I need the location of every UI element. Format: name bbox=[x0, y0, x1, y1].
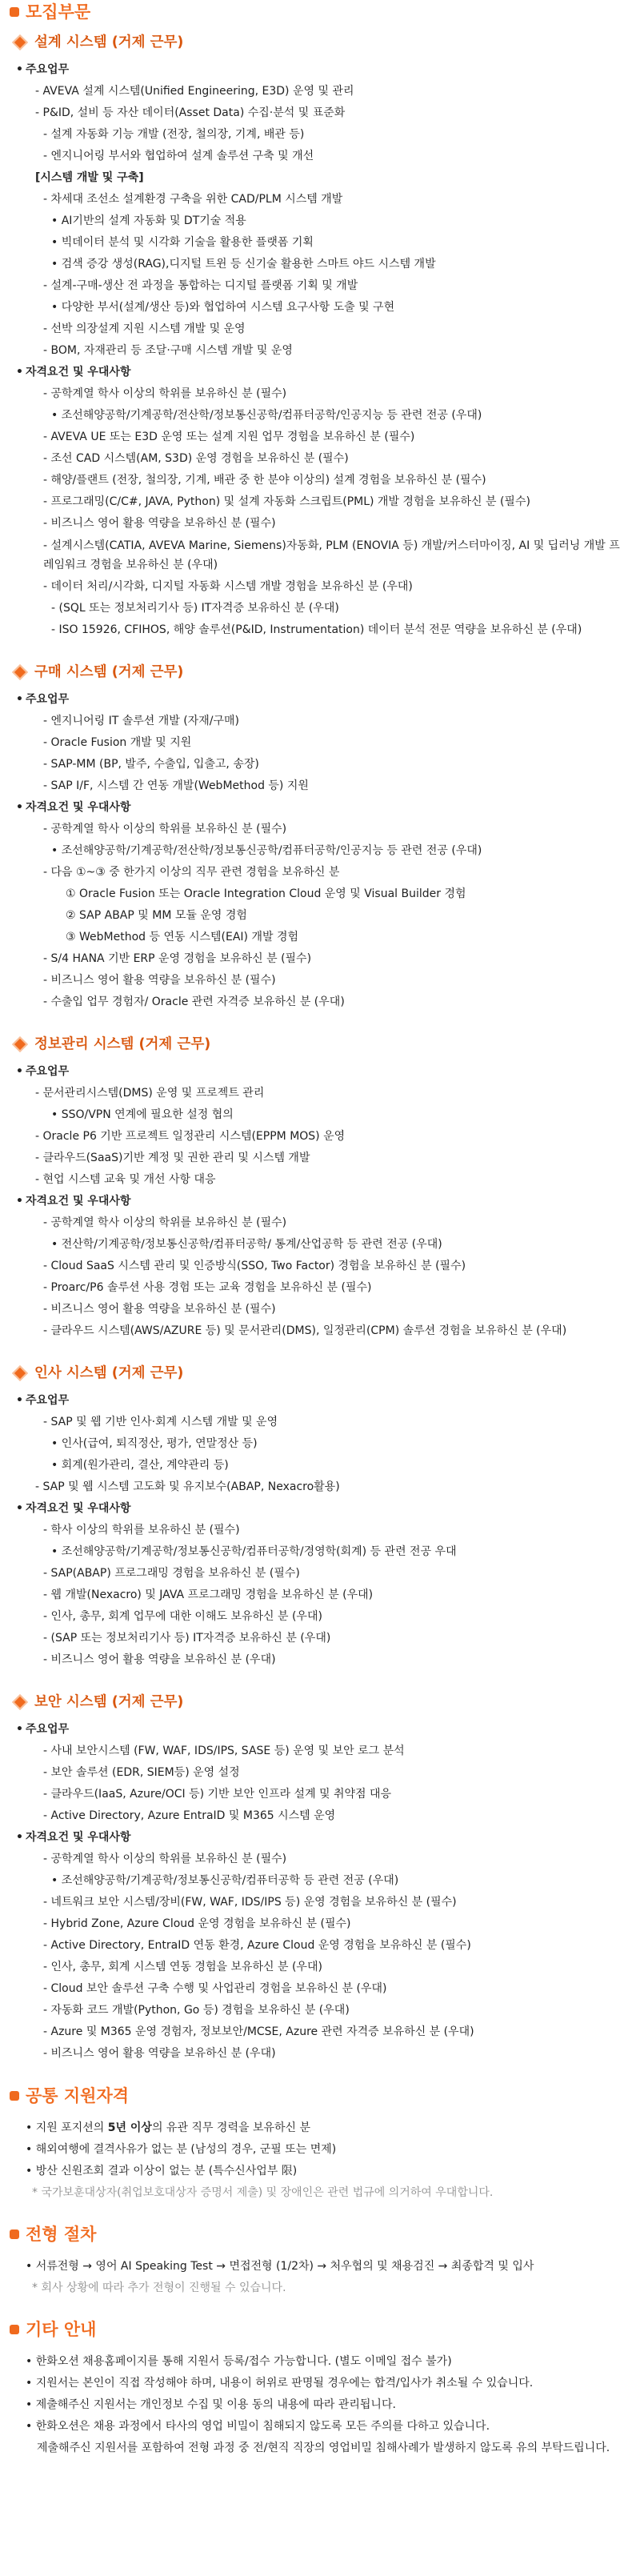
list-item: - 비즈니스 영어 활용 역량을 보유하신 분 (필수) bbox=[43, 974, 276, 987]
subsection-heading-text: 주요업무 bbox=[26, 693, 70, 706]
subsection-heading-text: 자격요건 및 우대사항 bbox=[26, 1195, 131, 1208]
list-item: • 다양한 부서(설계/생산 등)와 협업하여 시스템 요구사항 도출 및 구현 bbox=[51, 301, 395, 314]
etc-item: • 제출해주신 지원서는 개인정보 수집 및 이용 동의 내용에 따라 관리됩니다. bbox=[26, 2398, 396, 2411]
subsection-heading-text: 자격요건 및 우대사항 bbox=[26, 801, 131, 814]
list-item: - Hybrid Zone, Azure Cloud 운영 경험을 보유하신 분 (필수) bbox=[43, 1917, 351, 1930]
list-item: - 설계 자동화 기능 개발 (전장, 철의장, 기계, 배관 등) bbox=[43, 128, 305, 141]
orange-diamond-icon bbox=[12, 34, 28, 50]
subsection-heading bbox=[10, 1827, 626, 1849]
bullet-icon: • bbox=[16, 693, 23, 706]
position-title: 인사 시스템 (거제 근무) bbox=[34, 1365, 184, 1381]
section-header-etc bbox=[10, 2319, 626, 2340]
list-item: - SAP 및 웹 시스템 고도화 및 유지보수(ABAP, Nexacro활용) bbox=[35, 1480, 340, 1493]
section-title: 공통 지원자격 bbox=[26, 2086, 130, 2105]
list-item: - Azure 및 M365 운영 경험자, 정보보안/MCSE, Azure 관련 자격증 보유하신 분 (우대) bbox=[43, 2025, 474, 2038]
positions-list bbox=[10, 34, 626, 2065]
subsection-heading-text: 주요업무 bbox=[26, 63, 70, 76]
bullet-icon: • bbox=[16, 801, 23, 814]
orange-diamond-icon bbox=[12, 664, 28, 680]
list-item: - 학사 이상의 학위를 보유하신 분 (필수) bbox=[43, 1524, 240, 1536]
list-item: - Cloud SaaS 시스템 관리 및 인증방식(SSO, Two Factor) 경험을 보유하신 분 (필수) bbox=[43, 1260, 466, 1272]
subsection-heading bbox=[10, 1191, 626, 1212]
list-item: • 인사(급여, 퇴직정산, 평가, 연말정산 등) bbox=[51, 1437, 258, 1450]
orange-diamond-icon bbox=[12, 1365, 28, 1381]
common-qualification-item: • 방산 신원조회 결과 이상이 없는 분 (특수신사업부 限) bbox=[26, 2165, 298, 2177]
list-item: - 공학계열 학사 이상의 학위를 보유하신 분 (필수) bbox=[43, 387, 287, 400]
list-item: - 차세대 조선소 설계환경 구축을 위한 CAD/PLM 시스템 개발 bbox=[43, 193, 343, 206]
list-item: - 비즈니스 영어 활용 역량을 보유하신 분 (우대) bbox=[43, 2047, 276, 2060]
orange-square-icon bbox=[10, 2229, 19, 2239]
list-item: - 클라우드 시스템(AWS/AZURE 등) 및 문서관리(DMS), 일정관리(CPM) 솔루션 경험을 보유하신 분 (우대) bbox=[43, 1324, 567, 1337]
list-item: - SAP I/F, 시스템 간 연동 개발(WebMethod 등) 지원 bbox=[43, 779, 309, 792]
orange-square-icon bbox=[10, 7, 19, 17]
orange-diamond-icon bbox=[12, 1694, 28, 1710]
etc-item: 제출해주신 지원서를 포함하여 전형 과정 중 전/현직 직장의 영업비밀 침해사례가 발생하지 않도록 유의 부탁드립니다. bbox=[37, 2442, 610, 2454]
position-header bbox=[11, 663, 626, 681]
list-item: • 전산학/기계공학/정보통신공학/컴퓨터공학/ 통계/산업공학 등 관련 전공 (우대) bbox=[51, 1238, 442, 1251]
list-item: - AVEVA UE 또는 E3D 운영 또는 설계 지원 업무 경험을 보유하신 분 (필수) bbox=[43, 431, 415, 443]
list-item: - 사내 보안시스템 (FW, WAF, IDS/IPS, SASE 등) 운영 및 보안 로그 분석 bbox=[43, 1745, 405, 1757]
list-item: - 엔지니어링 부서와 협업하여 설계 솔루션 구축 및 개선 bbox=[43, 150, 314, 162]
list-item: - 다음 ①~③ 중 한가지 이상의 직무 관련 경험을 보유하신 분 bbox=[43, 866, 340, 879]
list-item: • 조선해양공학/기계공학/정보통신공학/컴퓨터공학 등 관련 전공 (우대) bbox=[51, 1874, 399, 1887]
subsection-heading-text: 주요업무 bbox=[26, 1394, 70, 1407]
subsection-heading bbox=[10, 1498, 626, 1520]
position-header bbox=[11, 34, 626, 51]
process-note: * 회사 상황에 따라 추가 전형이 진행될 수 있습니다. bbox=[32, 2282, 286, 2294]
list-item: - P&ID, 설비 등 자산 데이터(Asset Data) 수집·분석 및 표준화 bbox=[35, 106, 346, 119]
list-item: - SAP 및 웹 기반 인사·회계 시스템 개발 및 운영 bbox=[43, 1416, 278, 1428]
list-item: - 네트워크 보안 시스템/장비(FW, WAF, IDS/IPS 등) 운영 경험을 보유하신 분 (필수) bbox=[43, 1896, 457, 1909]
list-item: • 조선해양공학/기계공학/전산학/정보통신공학/컴퓨터공학/인공지능 등 관련 전공 (우대) bbox=[51, 844, 482, 857]
bullet-icon: • bbox=[16, 1065, 23, 1078]
position-title: 보안 시스템 (거제 근무) bbox=[34, 1694, 184, 1710]
bullet-icon: • bbox=[16, 366, 23, 379]
list-item: - S/4 HANA 기반 ERP 운영 경험을 보유하신 분 (필수) bbox=[43, 952, 312, 965]
bullet-icon: • bbox=[16, 1502, 23, 1515]
list-item: - 공학계열 학사 이상의 학위를 보유하신 분 (필수) bbox=[43, 823, 287, 835]
position-header bbox=[11, 1364, 626, 1382]
subsection-heading bbox=[10, 59, 626, 81]
list-item: - 클라우드(SaaS)기반 계정 및 권한 관리 및 시스템 개발 bbox=[35, 1152, 310, 1164]
list-item: - 인사, 총무, 회계 업무에 대한 이해도 보유하신 분 (우대) bbox=[43, 1610, 322, 1623]
bullet-icon: • bbox=[16, 63, 23, 76]
bullet-icon: • bbox=[16, 1831, 23, 1844]
list-item: - 해양/플랜트 (전장, 철의장, 기계, 배관 중 한 분야 이상의) 설계 경험을 보유하신 분 (필수) bbox=[43, 474, 486, 487]
subsection-heading-text: 자격요건 및 우대사항 bbox=[26, 366, 131, 379]
orange-square-icon bbox=[10, 2325, 19, 2334]
section-title: 기타 안내 bbox=[26, 2320, 97, 2339]
list-item: - ISO 15926, CFIHOS, 해양 솔루션(P&ID, Instrumentation) 데이터 분석 전문 역량을 보유하신 분 (우대) bbox=[51, 623, 582, 636]
orange-square-icon bbox=[10, 2091, 19, 2101]
list-item: ② SAP ABAP 및 MM 모듈 운영 경험 bbox=[66, 909, 247, 922]
subsection-heading bbox=[10, 1390, 626, 1412]
list-item: - 설계-구매-생산 전 과정을 통합하는 디지털 플랫폼 기획 및 개발 bbox=[43, 279, 358, 292]
section-header-process bbox=[10, 2224, 626, 2245]
list-item: • AI기반의 설계 자동화 및 DT기술 적용 bbox=[51, 214, 246, 227]
bullet-icon: • bbox=[16, 1723, 23, 1736]
section-header-recruit bbox=[10, 2, 626, 22]
list-item: - 공학계열 학사 이상의 학위를 보유하신 분 (필수) bbox=[43, 1216, 287, 1229]
common-qualification-item: • 해외여행에 결격사유가 없는 분 (남성의 경우, 군필 또는 면제) bbox=[26, 2143, 337, 2156]
list-item: - (SAP 또는 정보처리기사 등) IT자격증 보유하신 분 (우대) bbox=[43, 1632, 331, 1645]
bullet-icon: • bbox=[16, 1195, 23, 1208]
common-note: * 국가보훈대상자(취업보호대상자 증명서 제출) 및 장애인은 관련 법규에 의거하여 우대합니다. bbox=[32, 2186, 494, 2199]
list-item: - 비즈니스 영어 활용 역량을 보유하신 분 (필수) bbox=[43, 517, 276, 530]
list-item: • 빅데이터 분석 및 시각화 기술을 활용한 플랫폼 기획 bbox=[51, 236, 314, 249]
list-item: - 인사, 총무, 회계 시스템 연동 경험을 보유하신 분 (우대) bbox=[43, 1961, 322, 1973]
list-item: • 조선해양공학/기계공학/전산학/정보통신공학/컴퓨터공학/인공지능 등 관련 전공 (우대) bbox=[51, 409, 482, 422]
list-item: - 현업 시스템 교육 및 개선 사항 대응 bbox=[35, 1173, 216, 1186]
list-item: - 웹 개발(Nexacro) 및 JAVA 프로그래밍 경험을 보유하신 분 (우대) bbox=[43, 1588, 374, 1601]
list-item: - Oracle P6 기반 프로젝트 일정관리 시스템(EPPM MOS) 운영 bbox=[35, 1130, 346, 1143]
section-title: 모집부문 bbox=[26, 2, 91, 22]
list-item: - 엔지니어링 IT 솔루션 개발 (자재/구매) bbox=[43, 715, 239, 727]
list-item: - 공학계열 학사 이상의 학위를 보유하신 분 (필수) bbox=[43, 1853, 287, 1865]
list-item: - Active Directory, EntraID 연동 환경, Azure Cloud 운영 경험을 보유하신 분 (필수) bbox=[43, 1939, 471, 1952]
list-item: • SSO/VPN 연계에 필요한 설정 협의 bbox=[51, 1108, 234, 1121]
subsection-heading bbox=[10, 797, 626, 819]
list-item: - 수출입 업무 경험자/ Oracle 관련 자격증 보유하신 분 (우대) bbox=[43, 996, 345, 1008]
list-item: - 비즈니스 영어 활용 역량을 보유하신 분 (우대) bbox=[43, 1653, 276, 1666]
list-item: - (SQL 또는 정보처리기사 등) IT자격증 보유하신 분 (우대) bbox=[51, 602, 339, 615]
emphasis-text: 5년 이상 bbox=[107, 2121, 152, 2134]
subsection-heading bbox=[10, 362, 626, 383]
position-title: 정보관리 시스템 (거제 근무) bbox=[34, 1036, 211, 1052]
subsection-heading-text: 주요업무 bbox=[26, 1723, 70, 1736]
position-title: 구매 시스템 (거제 근무) bbox=[34, 664, 184, 680]
list-item: - BOM, 자재관리 등 조달·구매 시스템 개발 및 운영 bbox=[43, 344, 293, 357]
section-header-common bbox=[10, 2085, 626, 2106]
list-item: • 조선해양공학/기계공학/정보통신공학/컴퓨터공학/경영학(회계) 등 관련 전공 우대 bbox=[51, 1545, 457, 1558]
list-item: - 자동화 코드 개발(Python, Go 등) 경험을 보유하신 분 (우대) bbox=[43, 2004, 350, 2017]
list-item: - 문서관리시스템(DMS) 운영 및 프로젝트 관리 bbox=[35, 1087, 265, 1100]
list-item: - 클라우드(IaaS, Azure/OCI 등) 기반 보안 인프라 설계 및 취약점 대응 bbox=[43, 1788, 392, 1801]
list-item: - SAP(ABAP) 프로그래밍 경험을 보유하신 분 (필수) bbox=[43, 1567, 300, 1580]
list-item: - 보안 솔루션 (EDR, SIEM등) 운영 설정 bbox=[43, 1766, 240, 1779]
subsection-heading-text: 자격요건 및 우대사항 bbox=[26, 1502, 131, 1515]
bullet-icon: • bbox=[16, 1394, 23, 1407]
subsection-heading bbox=[10, 1061, 626, 1083]
subsection-heading-text: 주요업무 bbox=[26, 1065, 70, 1078]
etc-item: • 지원서는 본인이 직접 작성해야 하며, 내용이 허위로 판명될 경우에는 합격/입사가 취소될 수 있습니다. bbox=[26, 2377, 534, 2390]
etc-item: • 한화오션 채용홈페이지를 통해 지원서 등록/접수 가능합니다. (별도 이메일 접수 불가) bbox=[26, 2355, 452, 2368]
process-steps: • 서류전형 → 영어 AI Speaking Test → 면접전형 (1/2차) → 처우협의 및 채용검진 → 최종합격 및 입사 bbox=[26, 2260, 534, 2273]
list-item: • 회계(원가관리, 결산, 계약관리 등) bbox=[51, 1459, 229, 1472]
position-header bbox=[11, 1036, 626, 1053]
orange-diamond-icon bbox=[12, 1036, 28, 1052]
list-item: - Oracle Fusion 개발 및 지원 bbox=[43, 736, 192, 749]
list-item: - 조선 CAD 시스템(AM, S3D) 운영 경험을 보유하신 분 (필수) bbox=[43, 452, 349, 465]
list-item: - Proarc/P6 솔루션 사용 경험 또는 교육 경험을 보유하신 분 (필수) bbox=[43, 1281, 372, 1294]
list-item: - 데이터 처리/시각화, 디지털 자동화 시스템 개발 경험을 보유하신 분 (우대) bbox=[43, 580, 413, 593]
list-item: ③ WebMethod 등 연동 시스템(EAI) 개발 경험 bbox=[66, 931, 298, 943]
common-qualification-item: • 지원 포지션의 5년 이상의 유관 직무 경력을 보유하신 분 bbox=[26, 2121, 311, 2134]
list-item: - 비즈니스 영어 활용 역량을 보유하신 분 (필수) bbox=[43, 1303, 276, 1316]
list-item: - 프로그래밍(C/C#, JAVA, Python) 및 설계 자동화 스크립트(PML) 개발 경험을 보유하신 분 (필수) bbox=[43, 495, 530, 508]
etc-item: • 한화오션은 채용 과정에서 타사의 영업 비밀이 침해되지 않도록 모든 주의를 다하고 있습니다. bbox=[26, 2420, 490, 2433]
list-item: ① Oracle Fusion 또는 Oracle Integration Cloud 운영 및 Visual Builder 경험 bbox=[66, 887, 466, 900]
list-item: - Cloud 보안 솔루션 구축 수행 및 사업관리 경험을 보유하신 분 (우대) bbox=[43, 1982, 387, 1995]
list-item: - AVEVA 설계 시스템(Unified Engineering, E3D) 운영 및 관리 bbox=[35, 85, 354, 98]
list-item: • 검색 증강 생성(RAG),디지털 트윈 등 신기술 활용한 스마트 야드 시스템 개발 bbox=[51, 258, 436, 270]
subsection-heading-text: 자격요건 및 우대사항 bbox=[26, 1831, 131, 1844]
subsection-heading bbox=[10, 1719, 626, 1741]
position-title: 설계 시스템 (거제 근무) bbox=[34, 34, 184, 50]
list-item: - Active Directory, Azure EntraID 및 M365 시스템 운영 bbox=[43, 1809, 336, 1822]
section-title: 전형 절차 bbox=[26, 2225, 97, 2244]
list-item: [시스템 개발 및 구축] bbox=[35, 171, 144, 184]
list-item: - 선박 의장설계 지원 시스템 개발 및 운영 bbox=[43, 323, 246, 335]
position-header bbox=[11, 1693, 626, 1711]
list-item: - 설계시스템(CATIA, AVEVA Marine, Siemens)자동화, PLM (ENOVIA 등) 개발/커스터마이징, AI 및 딥러닝 개발 프레임워크 경험을 보유하신 분 (우대) bbox=[43, 539, 620, 571]
subsection-heading bbox=[10, 689, 626, 711]
list-item: - SAP-MM (BP, 발주, 수출입, 입출고, 송장) bbox=[43, 758, 259, 771]
